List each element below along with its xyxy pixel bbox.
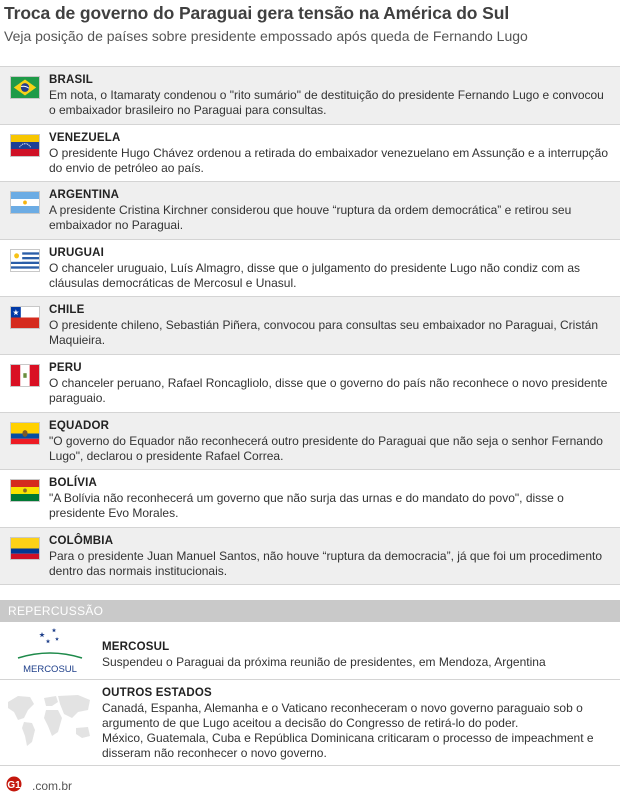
svg-text:MERCOSUL: MERCOSUL <box>23 664 77 675</box>
country-description: O presidente Hugo Chávez ordenou a retirada do embaixador venezuelano em Assunção e a interrupção do envio de petróleo ao país. <box>49 145 609 175</box>
country-row-colombia <box>0 528 620 586</box>
country-name: PERU <box>49 361 82 374</box>
page-title: Troca de governo do Paraguai gera tensão na América do Sul <box>4 3 510 23</box>
country-row-peru <box>0 355 620 413</box>
country-description: O chanceler uruguaio, Luís Almagro, disse que o julgamento do presidente Lugo não condiz com as cláusulas democráticas de Mercosul e Unasul. <box>49 260 580 290</box>
country-row-venezuela <box>0 125 620 183</box>
country-name: ARGENTINA <box>49 189 120 202</box>
country-name: COLÔMBIA <box>49 534 114 547</box>
country-description: "O governo do Equador não reconhecerá outro presidente do Paraguai que não seja o senhor Fernando Lugo", declarou o presidente Rafael Correa. <box>49 433 603 463</box>
country-row-brasil <box>0 67 620 125</box>
uruguay-flag-icon <box>10 249 40 272</box>
world-map-icon <box>4 690 94 750</box>
repercussion-header <box>0 600 620 622</box>
country-list <box>0 66 620 585</box>
country-description: O presidente chileno, Sebastián Piñera, convocou para consultas seu embaixador no Paraguai, Cristán Maquieira. <box>49 318 598 348</box>
country-description: "A Bolívia não reconhecerá um governo que não surja das urnas e do mandato do povo", disse o presidente Evo Morales. <box>49 491 564 521</box>
country-name: BRASIL <box>49 74 94 86</box>
country-name: URUGUAI <box>49 246 105 259</box>
mercosul-logo-icon <box>16 626 84 676</box>
country-row-chile <box>0 297 620 355</box>
bolivia-flag-icon <box>10 479 40 502</box>
mercosul-title: MERCOSUL <box>102 641 170 653</box>
country-description: Em nota, o Itamaraty condenou o "rito sumário" de destituição do presidente Fernando Lugo e convocou o embaixador brasileiro no Paraguai para consultas. <box>49 88 604 117</box>
brazil-flag-icon <box>10 76 40 99</box>
outros-estados-description: Canadá, Espanha, Alemanha e o Vaticano reconheceram o novo governo paraguaio sob o argumento de que Lugo aceitou a decisão do Congresso de retirá-lo do poder. México, Guatemala, Cuba e República Dominicana criticaram o processo de impeachment e disseram não reconhecer o novo governo. <box>102 701 594 760</box>
peru-flag-icon <box>10 364 40 387</box>
header <box>4 2 616 46</box>
svg-text:G1: G1 <box>7 780 21 791</box>
repercussion-row-mercosul <box>0 622 620 680</box>
repercussion-row-outros-estados <box>0 680 620 766</box>
country-row-bolivia <box>0 470 620 528</box>
footer-domain: .com.br <box>32 779 73 793</box>
country-name: CHILE <box>49 304 85 317</box>
venezuela-flag-icon <box>10 134 40 157</box>
ecuador-flag-icon <box>10 422 40 445</box>
country-name: BOLÍVIA <box>49 477 98 490</box>
country-description: A presidente Cristina Kirchner considerou que houve “ruptura da ordem democrática” e retirou seu embaixador no Paraguai. <box>49 203 572 233</box>
chile-flag-icon <box>10 306 40 329</box>
outros-estados-title: OUTROS ESTADOS <box>102 687 212 699</box>
mercosul-description: Suspendeu o Paraguai da próxima reunião de presidentes, em Mendoza, Argentina <box>102 655 546 669</box>
country-name: EQUADOR <box>49 419 110 432</box>
country-row-uruguai <box>0 240 620 298</box>
country-row-argentina <box>0 182 620 240</box>
country-row-equador <box>0 413 620 471</box>
repercussion-label: REPERCUSSÃO <box>8 604 104 618</box>
colombia-flag-icon <box>10 537 40 560</box>
country-name: VENEZUELA <box>49 131 121 144</box>
country-description: Para o presidente Juan Manuel Santos, não houve “ruptura da democracia”, já que foi um procedimento dentro das normais institucionais. <box>49 548 602 578</box>
country-description: O chanceler peruano, Rafael Roncagliolo, disse que o governo do país não reconhece o novo presidente paraguaio. <box>49 375 608 405</box>
g1-logo-icon <box>6 775 32 793</box>
argentina-flag-icon <box>10 191 40 214</box>
page-subtitle: Veja posição de países sobre presidente empossado após queda de Fernando Lugo <box>4 28 528 44</box>
